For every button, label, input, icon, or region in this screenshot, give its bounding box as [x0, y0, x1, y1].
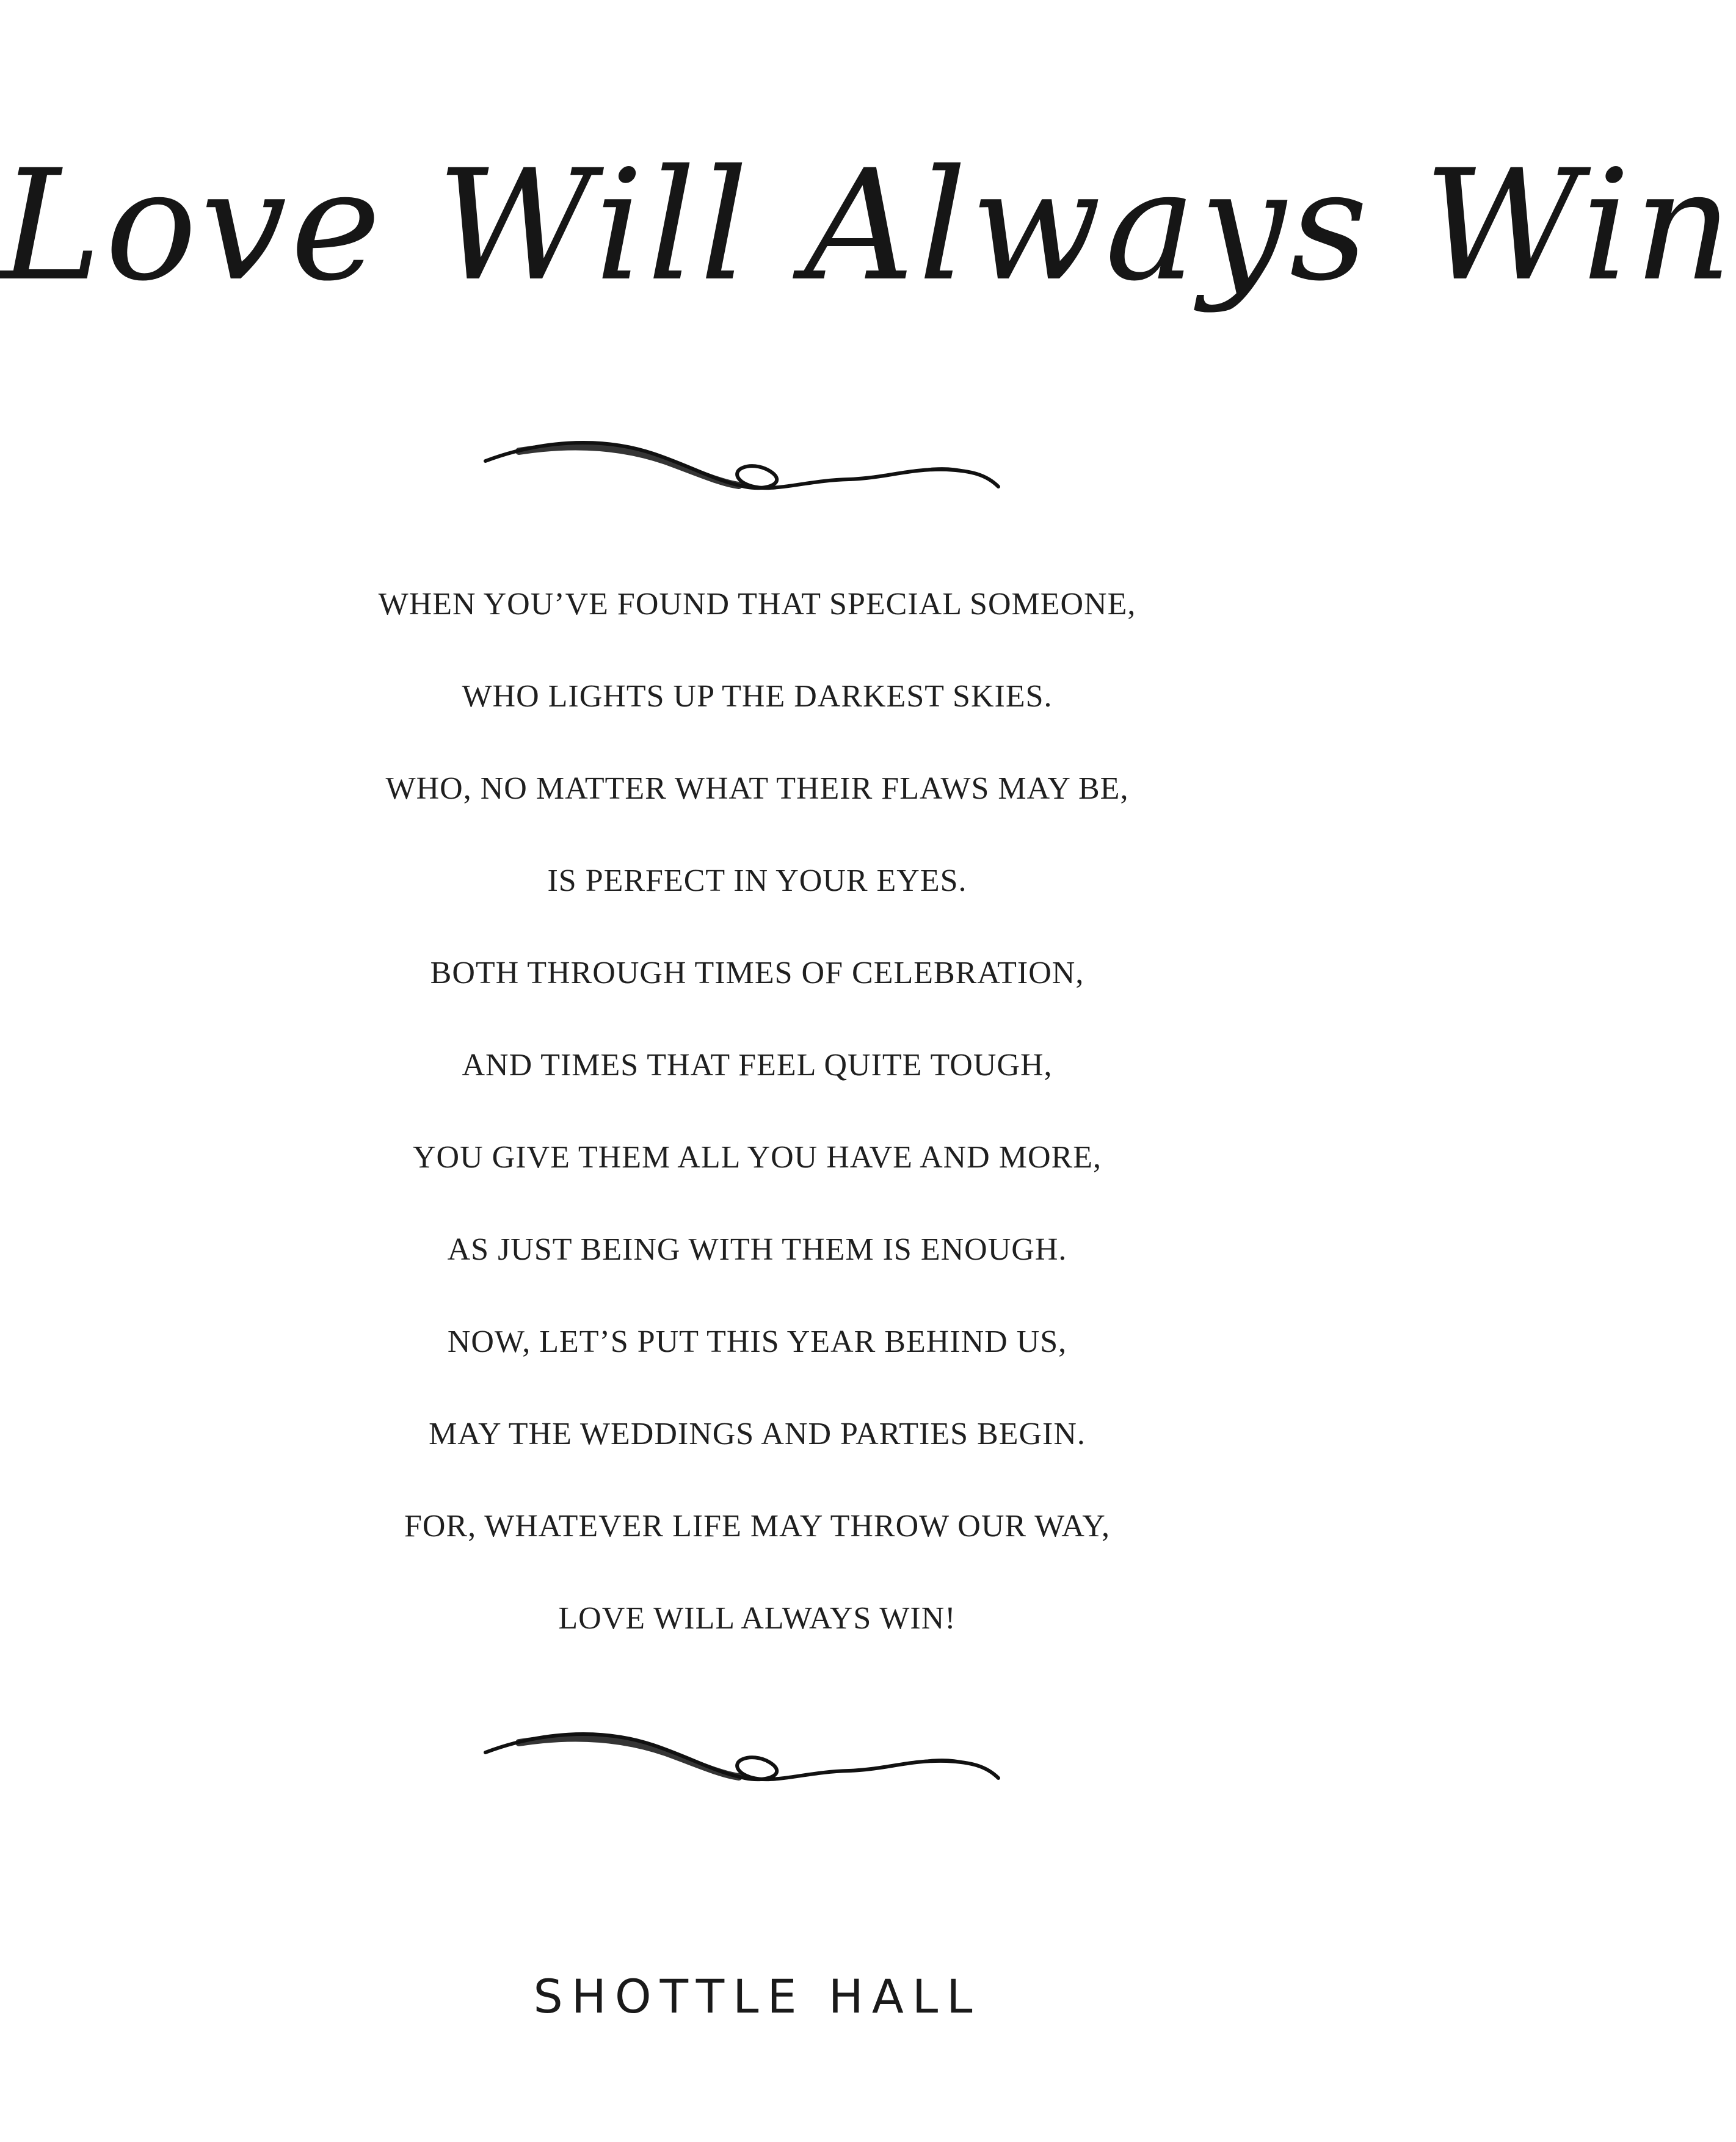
poem-line: WHEN YOU’VE FOUND THAT SPECIAL SOMEONE,: [378, 587, 1136, 622]
poem-verse: [0, 583, 1514, 1690]
flourish-divider-bottom: [482, 1728, 1008, 1795]
poem-line: LOVE WILL ALWAYS WIN!: [558, 1601, 956, 1636]
poem-line: YOU GIVE THEM ALL YOU HAVE AND MORE,: [413, 1140, 1102, 1175]
page-title: Love Will Always Win: [0, 137, 1736, 314]
poem-line: AND TIMES THAT FEEL QUITE TOUGH,: [462, 1048, 1053, 1083]
poem-line: WHO, NO MATTER WHAT THEIR FLAWS MAY BE,: [385, 771, 1129, 806]
flourish-divider-top: [482, 437, 1008, 504]
poem-line: BOTH THROUGH TIMES OF CELEBRATION,: [430, 956, 1084, 990]
poem-line: IS PERFECT IN YOUR EYES.: [547, 863, 967, 898]
poem-line: MAY THE WEDDINGS AND PARTIES BEGIN.: [429, 1417, 1086, 1451]
poem-line: AS JUST BEING WITH THEM IS ENOUGH.: [447, 1232, 1067, 1267]
poem-line: FOR, WHATEVER LIFE MAY THROW OUR WAY,: [404, 1509, 1111, 1544]
poem-line: WHO LIGHTS UP THE DARKEST SKIES.: [462, 679, 1053, 714]
poem-line: NOW, LET’S PUT THIS YEAR BEHIND US,: [447, 1324, 1067, 1359]
venue-name: SHOTTLE HALL: [533, 1969, 981, 2024]
